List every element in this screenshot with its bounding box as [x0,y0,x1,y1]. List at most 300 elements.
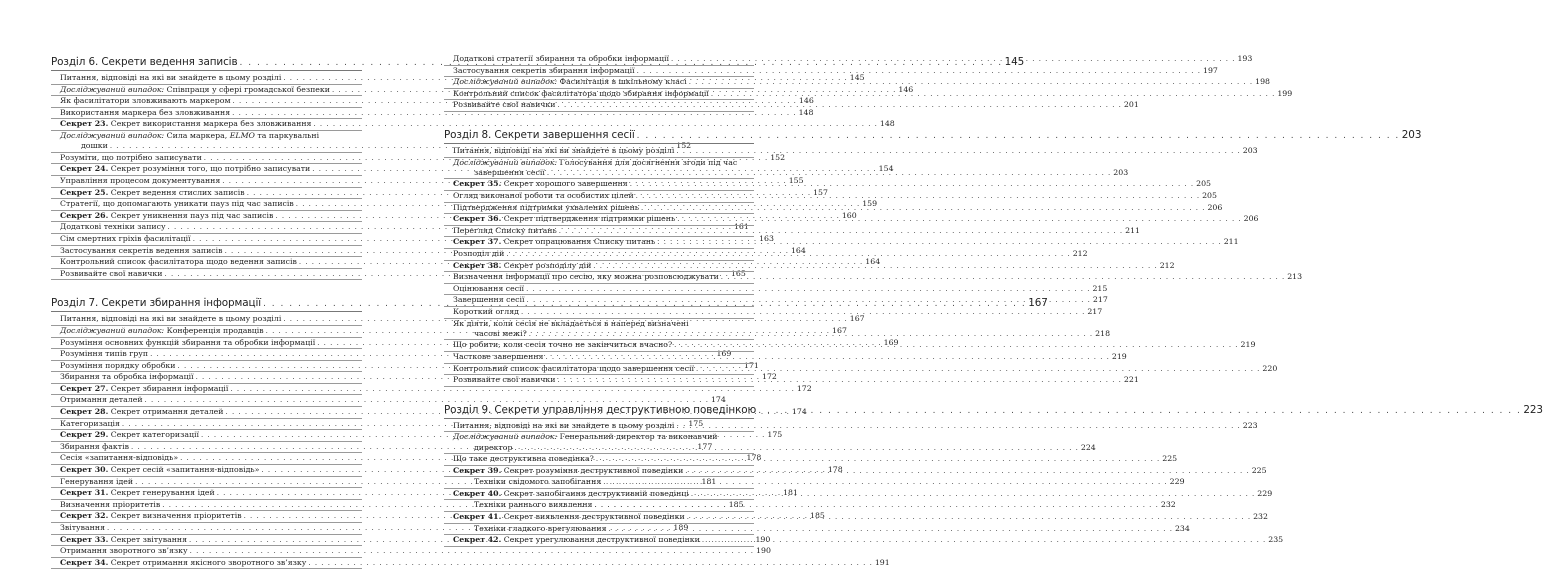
secret-label: Секрет 31. [60,488,109,498]
entry-title: Сім смертних гріхів фасилітації [60,233,191,243]
entry-title: Збирання фактів [60,441,129,451]
entry-text [453,100,556,111]
secret-label: Секрет 41. [453,512,502,522]
case-study-label: Досліджуваний випадок: [453,77,558,87]
entry-title: Питання, відповіді на які ви знайдете в цьому розділі [60,314,282,324]
entry-title: Розвивайте свої навички [453,375,556,385]
entry-title: Секрет розподілу дій [501,260,592,270]
dot-leader [594,500,1158,511]
entry-text [60,119,311,130]
page-number: 221 [1123,375,1139,385]
entry-text [453,77,687,88]
page-number: 174 [710,395,726,405]
page-number: 175 [767,430,783,440]
entry-text [60,523,105,534]
entry-text [453,158,737,167]
entry-text [60,419,120,430]
page-number: 225 [1251,465,1267,475]
entry-italic: ELMO [229,130,255,140]
entry-title: Секрет сесій «запитання-відповідь» [108,465,260,475]
entry-text [60,361,176,372]
chapter-title: Розділ 6. Секрети ведення записів [51,56,238,68]
entry-text [60,199,294,210]
dot-leader [696,364,1260,375]
dot-leader [691,489,1255,500]
dot-leader [637,66,1201,77]
page-number: 160 [841,210,857,220]
entry-text [453,226,557,237]
entry-title: Що таке деструктивна поведінка? [453,454,594,464]
entry-text [453,295,525,306]
page-number: 154 [878,164,894,174]
entry-text [60,164,310,175]
secret-label: Секрет 37. [453,237,502,247]
toc-entry[interactable] [51,546,771,558]
entry-text [453,214,675,225]
page-number: 185 [728,499,744,509]
entry-text [60,246,223,257]
toc-entry[interactable] [444,500,1176,512]
dot-leader [674,337,1238,351]
dot-leader [521,307,1085,318]
entry-text [453,179,628,190]
toc-entry[interactable] [444,351,1127,364]
entry-text [60,442,129,453]
page-number: 152 [676,141,692,151]
entry-line-1 [453,432,754,442]
entry-title: Секрет уникнення пауз під час записів [108,210,274,220]
dot-leader [685,466,1249,477]
dot-leader [593,261,1157,272]
entry-title: Додаткові стратегії збирання та обробки інформації [453,54,670,63]
page-number: 190 [756,546,771,556]
entry-text [60,234,191,245]
entry-line-1 [60,131,362,141]
entry-text [60,535,187,546]
entry-text [453,307,519,318]
entry-title: Як діяти, коли сесія не вкладається в наперед визначені [453,318,689,328]
dot-leader [526,284,1090,295]
entry-title: Секрет використання маркера без зловживання [108,119,312,129]
entry-text [453,421,674,432]
dot-leader [702,535,1266,546]
entry-title: Секрет опрацювання Списку питань [501,237,656,247]
entry-text [60,314,281,325]
page-number: 211 [1223,237,1239,247]
entry-title: Секрет хорошого завершення [501,179,628,189]
entry-title: Питання, відповіді на які ви знайдете в цьому розділі [453,145,675,155]
entry-line-1 [453,158,754,168]
page-number: 212 [1072,248,1088,258]
entry-text [60,546,188,557]
entry-text [60,211,273,222]
toc-entry[interactable] [444,283,1108,296]
entry-title: Секрет урегулювання деструктивної поведінки [501,535,700,545]
entry-title: Секрет категоризації [108,430,199,440]
entry-title: Питання, відповіді на які ви знайдете в цьому розділі [60,73,282,82]
entry-title: Категоризація [60,418,120,428]
entry-title: Розвивайте свої навички [453,100,556,110]
chapter-spacer [444,112,754,127]
entry-text [60,222,166,233]
entry-text [453,191,634,202]
entry-title: Генерування ідей [60,476,134,486]
toc-entry[interactable] [51,119,895,131]
page-number: 178 [827,465,843,475]
secret-label: Секрет 42. [453,535,502,545]
entry-title: Визначення пріоритетів [60,499,161,509]
page-number: 148 [798,107,814,117]
entry-title: Визначення інформації про сесію, яку можна розповсюджувати [453,272,719,282]
entry-text [60,108,230,119]
dot-leader [636,191,1200,202]
page-number: 197 [1202,65,1218,75]
entry-text [60,188,245,199]
secret-label: Секрет 38. [453,260,502,270]
entry-title: Застосування секретів ведення записів [60,245,223,255]
toc-entry[interactable] [51,395,726,407]
page-number: 155 [788,175,804,185]
entry-title: Додаткові техніки запису [60,222,166,232]
page-number: 181 [783,488,798,498]
page-number: 177 [697,441,713,451]
entry-text [60,465,259,476]
entry-text [60,269,163,280]
entry-text [453,261,591,272]
entry-text [60,338,315,349]
dot-leader [689,77,1253,88]
page-number: 211 [1125,225,1141,235]
entry-title: Отримання зворотного зв’язку [60,546,188,556]
entry-title: Сила маркера, [164,130,230,140]
dot-leader [609,524,1173,535]
page-number: 220 [1262,363,1278,373]
page-number: 213 [1287,272,1303,282]
entry-text [60,558,306,569]
entry-line-1 [453,319,754,329]
dot-leader [514,443,1078,453]
entry-text [60,257,297,268]
entry-text [453,432,718,441]
page-number: 234 [1174,523,1190,533]
page-number: 145 [849,73,865,82]
chapter-page-number: 203 [1401,128,1422,141]
entry-title: Збирання та обробка інформації [60,372,194,382]
secret-label: Секрет 30. [60,465,109,475]
entry-text [474,477,601,488]
entry-title: Секрет генерування ідей [108,488,215,498]
page-number: 165 [730,268,746,278]
toc-entry[interactable] [51,557,890,569]
entry-title-wrap: дошки [81,141,108,151]
entry-text [453,489,689,500]
entry-text [60,372,194,383]
entry-title: Секрет отримання якісного зворотного зв’язку [108,557,307,567]
case-study-label: Досліджуваний випадок: [60,130,165,140]
page-number: 206 [1243,214,1259,224]
entry-text [453,535,700,546]
secret-label: Секрет 29. [60,430,109,440]
entry-title: Управління процесом документування [60,175,221,185]
dot-leader [558,375,1122,386]
toc-entry[interactable] [51,107,814,120]
secret-label: Секрет 27. [60,383,109,393]
chapter-heading[interactable] [444,127,1422,144]
entry-text [60,73,281,84]
chapter-title: Розділ 7. Секрети збирання інформації [51,297,262,310]
page-number: 229 [1257,488,1273,498]
entry-text [453,284,524,295]
entry-title-wrap: завершення сесії [474,167,545,177]
chapter-page-number: 223 [1523,403,1543,416]
secret-label: Секрет 28. [60,407,109,417]
entry-text [453,89,709,100]
entry-title: Техніки гладкого врегулювання [474,523,607,533]
entry-text [474,500,592,511]
page-number: 172 [762,372,777,382]
entry-text [60,477,133,488]
toc-entry[interactable] [444,272,1303,284]
chapter-spacer [51,280,362,295]
entry-text [453,66,635,77]
page-number: 201 [1123,100,1139,110]
chapter-page-number: 167 [1028,297,1048,310]
entry-title: Фасилітація в шкільному класі [557,77,687,87]
entry-title: Короткий огляд [453,306,519,316]
entry-title: Підтвердження підтримки ухвалених рішень [453,202,640,212]
page-number: 164 [790,245,806,255]
page-number: 167 [849,314,865,324]
dot-leader [676,146,1240,157]
entry-title: Контрольний список фасилітатора щодо завершення сесії [453,363,695,373]
entry-title: Розуміння порядку обробки [60,360,176,370]
entry-title: Що робити, коли сесія точно не закінчиться вчасно? [453,340,673,350]
case-study-label: Досліджуваний випадок: [453,432,558,442]
entry-text [453,319,689,328]
page-number: 159 [862,199,878,209]
entry-title: Використання маркера без зловживання [60,107,231,117]
entry-title: Розуміння основних функцій збирання та обробки інформації [60,337,316,347]
entry-text [453,512,685,523]
page-number: 212 [1159,260,1175,270]
entry-text [60,488,215,499]
entry-text [60,453,178,464]
entry-text [60,85,330,96]
toc-entry[interactable] [444,418,1258,433]
entry-title: Розподіл дій [453,248,505,258]
page-number: 172 [796,383,812,393]
page-number: 146 [898,84,914,94]
secret-label: Секрет 23. [60,119,109,129]
page-number: 198 [1255,77,1270,87]
entry-text [453,272,719,283]
dot-leader [630,179,1194,190]
case-study-label: Досліджуваний випадок: [453,157,558,167]
entry-text [453,237,655,248]
entry-title: Часткове завершення [453,351,544,361]
page-number: 205 [1202,190,1217,200]
page-number: 189 [673,523,689,532]
entry-title: Контрольний список фасилітатора щодо ведення записів [60,257,297,267]
dot-leader [677,214,1241,225]
page-number: 175 [688,418,704,428]
page-number: 225 [1162,454,1178,464]
entry-text [453,203,639,214]
toc-entry[interactable] [51,383,812,396]
page-number: 146 [798,96,814,106]
entry-text [474,524,607,535]
entry-text [60,326,264,337]
entry-title: Секрет розуміння деструктивної поведінки [501,465,684,475]
secret-label: Секрет 35. [453,179,502,189]
entry-text [60,500,160,511]
entry-text [453,146,674,157]
dot-leader [559,226,1123,237]
page-number: 171 [743,360,759,370]
page-number: 157 [813,187,828,197]
dot-leader [676,418,1240,432]
entry-title: Сесія «запитання-відповідь» [60,453,179,463]
entry-title-wrap: часові межі? [474,328,527,338]
entry-title: Секрет отримання деталей [108,407,224,417]
page-number: 161 [733,222,749,232]
entry-line-2 [453,442,1096,453]
page-number: 219 [1240,340,1256,350]
entry-title: Секрет запобігання деструктивній поведінці [501,488,689,498]
entry-text [453,352,543,363]
page-number: 206 [1207,202,1223,212]
dot-leader [687,512,1251,523]
entry-text [60,511,242,522]
entry-title: Техніки свідомого запобігання [474,477,602,487]
page-number: 178 [746,453,762,463]
entry-title: Як фасилітатори зловживають маркером [60,96,231,106]
dot-leader [529,329,1093,339]
secret-label: Секрет 25. [60,187,109,197]
page-number: 203 [1242,145,1258,155]
entry-title: Секрет виявлення деструктивної поведінки [501,512,685,522]
page-number: 190 [755,534,771,544]
secret-label: Секрет 40. [453,488,502,498]
entry-text [60,176,220,187]
secret-label: Секрет 36. [453,214,502,224]
page-number: 163 [759,233,774,243]
entry-text [60,131,319,140]
entry-title: Питання, відповіді на які ви знайдете в цьому розділі [453,420,675,430]
entry-title: Голосування для досягнення згоди під час [557,157,738,167]
dot-leader [711,89,1275,100]
page-number: 205 [1196,179,1212,189]
dot-leader [641,203,1205,214]
case-study-label: Досліджуваний випадок: [60,84,165,94]
chapter-spacer [444,387,754,402]
entry-title: Перегляд Списку питань [453,225,557,235]
entry-title: Секрет підтвердження підтримки рішень [501,214,676,224]
entry-title: Техніки раннього виявлення [474,500,593,510]
dot-leader [758,403,1521,419]
page-number: 174 [791,407,807,417]
entry-text [453,454,594,465]
page-number: 169 [716,349,732,359]
entry-title: Отримання деталей [60,395,143,405]
dot-leader [671,54,1235,65]
entry-text [60,349,148,360]
entry-title: Генеральний директор та виконавчий [557,432,718,442]
entry-text [453,54,669,65]
entry-title: Стратегії, що допомагають уникати пауз під час записів [60,199,294,209]
page-number: 229 [1169,477,1185,487]
page-number: 232 [1160,500,1176,510]
entry-title: Застосування секретів збирання інформації [453,65,635,75]
page-number: 224 [1080,442,1096,452]
page-number: 181 [701,476,717,486]
page-number: 148 [879,119,895,129]
dot-leader [596,454,1160,465]
dot-leader [657,237,1221,248]
page-number: 232 [1253,512,1268,522]
entry-title: Співпраця у сфері громадської безпеки [164,84,330,94]
case-study-label: Досліджуваний випадок: [60,325,165,335]
page-number: 191 [874,557,890,567]
page-number: 217 [1092,295,1108,305]
page-number: 235 [1268,535,1284,545]
entry-title: Секрет визначення пріоритетів [108,511,242,521]
page-number: 152 [770,152,786,162]
secret-label: Секрет 32. [60,511,109,521]
entry-title: Секрет збирання інформації [108,383,229,393]
chapter-title: Розділ 9. Секрети управління деструктивною поведінкою [444,403,757,416]
page-number: 169 [883,337,899,347]
dot-leader [547,168,1111,178]
entry-title-wrap: директор [474,442,513,452]
toc-entry[interactable] [444,523,1190,536]
entry-title: Завершення сесії [453,295,525,305]
entry-text [453,375,556,386]
page-number: 199 [1277,88,1293,98]
toc-entry[interactable] [444,477,1185,489]
dot-leader [558,100,1122,111]
entry-text [60,153,202,164]
page-number: 218 [1095,328,1111,338]
chapter-title: Розділ 8. Секрети завершення сесії [444,128,635,141]
page-number: 217 [1087,306,1103,316]
page-number: 185 [810,511,825,521]
entry-title: Розуміти, що потрібно записувати [60,152,202,162]
entry-text [60,395,143,406]
entry-title: Оцінювання сесії [453,283,525,293]
secret-label: Секрет 33. [60,534,109,544]
dot-leader [721,272,1285,283]
secret-label: Секрет 34. [60,557,109,567]
entry-text [453,466,683,477]
secret-label: Секрет 39. [453,465,502,475]
entry-title: Огляд виконаної роботи та особистих цілей [453,190,634,200]
page-number: 219 [1111,351,1127,361]
page-number: 203 [1113,167,1129,177]
entry-title-cont: та паркувальні [254,130,320,140]
dot-leader [545,352,1109,363]
entry-text [453,340,672,351]
secret-label: Секрет 24. [60,164,109,174]
entry-text [453,364,694,375]
entry-title: Контрольний список фасилітатора щодо збирання інформації [453,88,709,98]
entry-text [453,249,504,260]
page-number: 164 [865,257,881,267]
dot-leader [603,477,1167,488]
page-number: 167 [832,325,847,335]
dot-leader [637,128,1400,144]
entry-text [60,384,228,395]
